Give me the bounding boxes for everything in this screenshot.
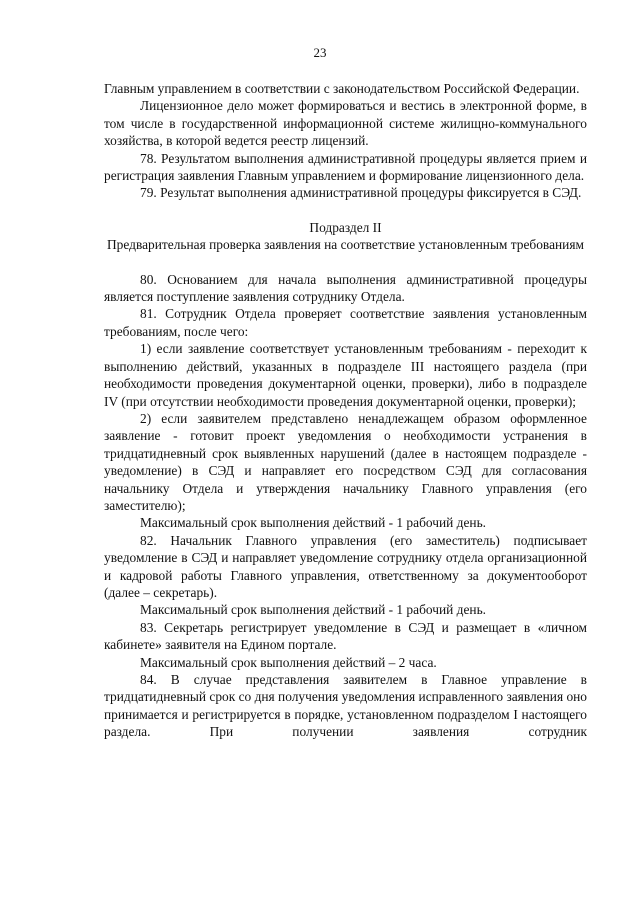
page-number: 23 [313,45,327,60]
list-item-2: 2) если заявителем представлено ненадлежащем образом оформленное заявление - готовит проект уведомления о необходимости устранения в тридцатидневный срок выявленных нарушений (далее в настоящем подразделе - уведомление) в СЭД и направляет его посредством СЭД для согласования начальнику Отдела и утверждения начальнику Главного управления (его заместителю); [104,410,587,513]
deadline-note: Максимальный срок выполнения действий - 1 рабочий день. [140,515,487,531]
document-body [104,80,587,741]
paragraph-continuation: Главным управлением в соответствии с законодательством Российской Федерации. [104,81,580,96]
deadline-note: Максимальный срок выполнения действий - 1 рабочий день. [140,602,487,618]
paragraph-83: 83. Секретарь регистрирует уведомление в СЭД и размещает в «личном кабинете» заявителя на Едином портале. [104,619,587,653]
paragraph-license-file: Лицензионное дело может формироваться и вестись в электронной форме, в том числе в государственной информационной системе жилищно-коммунального хозяйства, в которой ведется реестр лицензий. [104,98,587,149]
subsection-title: Подраздел II [309,219,382,235]
list-item-1: 1) если заявление соответствует установленным требованиям - переходит к выполнению действий, указанных в подразделе III настоящего раздела (при необходимости проведения документарной оценки, проверки), либо в подразделе IV (при отсутствии необходимости проведения документарной оценки, проверки); [104,341,587,409]
paragraph-84: 84. В случае представления заявителем в Главное управление в тридцатидневный срок со дня получения уведомления исправленного заявления оно принимается и регистрируется в порядке, установленном подразделом I настоящего раздела. При получении заявления сотрудник [104,672,588,740]
subsection-description: Предварительная проверка заявления на соответствие установленным требованиям [107,237,584,253]
paragraph-82: 82. Начальник Главного управления (его заместитель) подписывает уведомление в СЭД и направляет уведомление сотруднику отдела организационной и кадровой работы Главного управления, ответственному за документооборот (далее – секретарь). [104,532,587,600]
paragraph-78: 78. Результатом выполнения административной процедуры является прием и регистрация заявления Главным управлением и формирование лицензионного дела. [104,150,587,184]
paragraph-81: 81. Сотрудник Отдела проверяет соответствие заявления установленным требованиям, после чего: [104,306,587,339]
deadline-note: Максимальный срок выполнения действий – 2 часа. [140,654,437,670]
paragraph-79: 79. Результат выполнения административной процедуры фиксируется в СЭД. [140,185,582,201]
paragraph-80: 80. Основанием для начала выполнения административной процедуры является поступление заявления сотруднику Отдела. [104,271,587,305]
